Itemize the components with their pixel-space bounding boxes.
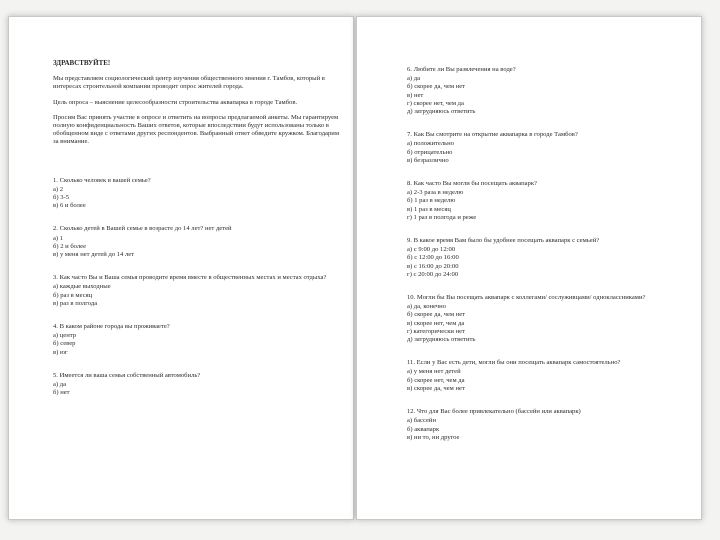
answer-option[interactable]: а) центр [53, 332, 77, 340]
answer-option[interactable]: а) да [53, 381, 67, 389]
answer-option[interactable]: в) скорее да, чем нет [407, 384, 465, 392]
answer-option[interactable]: д) затрудняюсь ответить [407, 336, 476, 344]
question-7 [407, 131, 689, 165]
question-6 [407, 66, 689, 116]
question-text: 1. Сколько человек в вашей семье? [53, 176, 151, 184]
answer-option[interactable]: а) да, конечно [407, 303, 446, 311]
question-text: 10. Могли бы Вы посещать аквапарк с коллегами/ сослуживцами/ одноклассниками? [407, 294, 646, 302]
answer-option[interactable]: а) 2-3 раза в неделю [407, 189, 464, 197]
answer-option[interactable]: г) с 20:00 до 24:00 [407, 270, 459, 278]
answer-option[interactable]: д) затрудняюсь ответить [407, 108, 476, 116]
question-5 [53, 372, 339, 398]
answer-option[interactable]: б) 1 раз в неделю [407, 197, 456, 205]
answer-option[interactable]: б) 2 и более [53, 242, 87, 250]
answer-option[interactable]: а) 1 [53, 234, 64, 242]
answer-option[interactable]: б) скорее да, чем нет [407, 311, 466, 319]
question-text: 2. Сколько детей в Вашей семье в возрасте до 14 лет? нет детей [53, 225, 232, 233]
answer-option[interactable]: в) 1 раз в месяц [407, 205, 451, 213]
question-10 [407, 294, 689, 344]
answer-option[interactable]: а) бассейн [407, 417, 436, 425]
answer-option[interactable]: б) скорее да, чем нет [407, 83, 466, 91]
answer-option[interactable]: г) скорее нет, чем да [407, 99, 464, 107]
question-text: 9. В какое время Вам было бы удобнее посещать аквапарк с семьей? [407, 237, 600, 245]
answer-option[interactable]: б) отрицательно [407, 148, 453, 156]
answer-option[interactable]: б) 3-5 [53, 194, 69, 202]
question-9 [407, 237, 689, 279]
question-text: 5. Имеется ли ваша семья собственный автомобиль? [53, 371, 201, 379]
answer-option[interactable]: в) у меня нет детей до 14 лет [53, 251, 135, 259]
question-text: 4. В каком районе города вы проживаете? [53, 323, 170, 331]
question-text: 11. Если у Вас есть дети, могли бы они посещать аквапарк самостоятельно? [407, 359, 621, 367]
answer-option[interactable]: в) нет [407, 91, 424, 99]
answer-option[interactable]: а) 2 [53, 185, 64, 193]
greeting-heading: ЗДРАВСТВУЙТЕ! [53, 59, 111, 67]
answer-option[interactable]: г) 1 раз в полгода и реже [407, 213, 477, 221]
answer-option[interactable]: в) 6 и более [53, 202, 86, 210]
answer-option[interactable]: в) скорее нет, чем да [407, 319, 465, 327]
question-text: 7. Как Вы смотрите на открытие аквапарка в городе Тамбов? [407, 131, 578, 139]
answer-option[interactable]: б) нет [53, 389, 70, 397]
answer-option[interactable]: в) раз в полгода [53, 299, 98, 307]
answer-option[interactable]: г) категорически нет [407, 327, 465, 335]
right-column [407, 52, 689, 442]
left-column [53, 59, 339, 397]
question-2 [53, 225, 339, 259]
answer-option[interactable]: в) безразлично [407, 156, 449, 164]
request-paragraph: Просим Вас принять участие в опросе и ответить на вопросы предлагаемой анкеты. Мы гарантируем полную конфиденциальность Ваших ответов, которые впоследствии будут использованы только в обобщенном виде с ответами других респондентов. Выбранный ответ обведите кружком. Благодарим за внимание. [53, 113, 339, 146]
answer-option[interactable]: в) юг [53, 348, 68, 356]
question-text: 8. Как часто Вы могли бы посещать аквапарк? [407, 180, 537, 188]
question-3 [53, 274, 339, 308]
answer-option[interactable]: б) раз в месяц [53, 291, 93, 299]
intro-paragraph: Мы представляем социологический центр изучения общественного мнения г. Тамбов, который в интересах строительной компании проводит опрос жителей города. [53, 75, 325, 91]
question-1 [53, 177, 339, 211]
question-text: 12. Что для Вас более привлекательно (бассейн или аквапарк) [407, 408, 581, 416]
answer-option[interactable]: б) с 12:00 до 16:00 [407, 254, 459, 262]
answer-option[interactable]: а) каждые выходные [53, 283, 111, 291]
answer-option[interactable]: а) да [407, 75, 421, 83]
question-12 [407, 408, 689, 442]
goal-paragraph: Цель опроса – выяснение целесообразности строительства аквапарка в городе Тамбов. [53, 98, 298, 106]
answer-option[interactable]: а) с 9:00 до 12:00 [407, 246, 456, 254]
answer-option[interactable]: б) скорее нет, чем да [407, 376, 465, 384]
question-8 [407, 180, 689, 222]
question-text: 3. Как часто Вы и Ваша семья проводите время вместе в общественных местах и местах отдыха? [53, 274, 327, 282]
answer-option[interactable]: б) аквапарк [407, 425, 440, 433]
question-11 [407, 359, 689, 393]
answer-option[interactable]: б) север [53, 340, 76, 348]
question-4 [53, 323, 339, 357]
answer-option[interactable]: в) ни то, ни другое [407, 433, 460, 441]
questionnaire-page-right [356, 16, 702, 520]
answer-option[interactable]: а) у меня нет детей [407, 368, 461, 376]
questionnaire-page-left [8, 16, 354, 520]
answer-option[interactable]: в) с 16:00 до 20:00 [407, 262, 459, 270]
answer-option[interactable]: а) положительно [407, 140, 454, 148]
question-text: 6. Любите ли Вы развлечения на воде? [407, 66, 516, 73]
